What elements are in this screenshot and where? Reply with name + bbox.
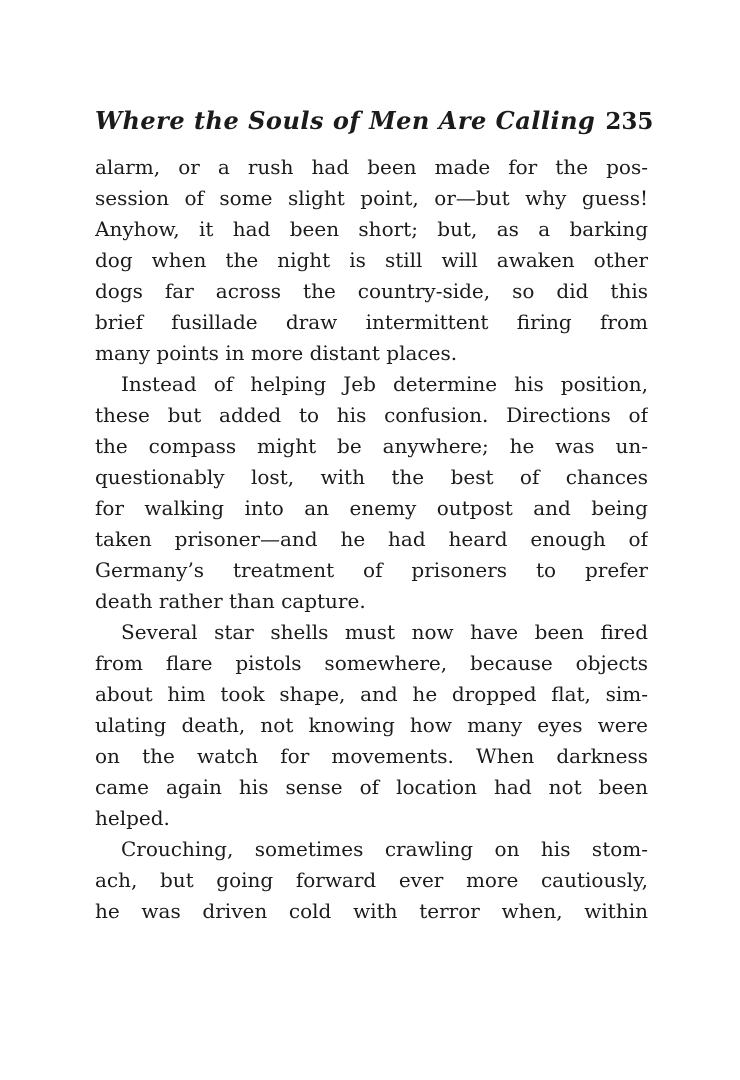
page-body bbox=[95, 152, 648, 927]
page-number: 235 bbox=[605, 108, 654, 135]
text-line: many points in more distant places. bbox=[95, 341, 458, 365]
text-line: alarm, or a rush had been made for the pos- bbox=[95, 155, 648, 179]
text-line: dogs far across the country-side, so did this bbox=[95, 279, 648, 303]
text-line: helped. bbox=[95, 806, 170, 830]
text-line: Germany’s treatment of prisoners to prefer bbox=[95, 558, 648, 582]
running-header bbox=[95, 106, 654, 135]
text-line: Instead of helping Jeb determine his position, bbox=[121, 372, 648, 396]
text-line: brief fusillade draw intermittent firing from bbox=[95, 310, 648, 334]
text-line: Several star shells must now have been fired bbox=[121, 620, 648, 644]
running-header-title: Where the Souls of Men Are Calling bbox=[95, 106, 596, 135]
text-line: came again his sense of location had not been bbox=[95, 775, 648, 799]
text-line: these but added to his confusion. Directions of bbox=[95, 403, 648, 427]
text-line: for walking into an enemy outpost and being bbox=[95, 496, 648, 520]
text-line: ulating death, not knowing how many eyes were bbox=[95, 713, 648, 737]
text-line: Crouching, sometimes crawling on his stom- bbox=[121, 837, 648, 861]
text-line: taken prisoner—and he had heard enough of bbox=[95, 527, 648, 551]
text-line: on the watch for movements. When darkness bbox=[95, 744, 648, 768]
text-line: about him took shape, and he dropped flat, sim- bbox=[95, 682, 648, 706]
text-line: he was driven cold with terror when, within bbox=[95, 899, 648, 923]
text-line: questionably lost, with the best of chances bbox=[95, 465, 648, 489]
text-line: death rather than capture. bbox=[95, 589, 366, 613]
text-line: ach, but going forward ever more cautiously, bbox=[95, 868, 648, 892]
text-line: dog when the night is still will awaken other bbox=[95, 248, 648, 272]
text-line: the compass might be anywhere; he was un- bbox=[95, 434, 648, 458]
text-line: session of some slight point, or—but why guess! bbox=[95, 186, 648, 210]
text-line: from flare pistols somewhere, because objects bbox=[95, 651, 648, 675]
text-line: Anyhow, it had been short; but, as a barking bbox=[95, 217, 648, 241]
